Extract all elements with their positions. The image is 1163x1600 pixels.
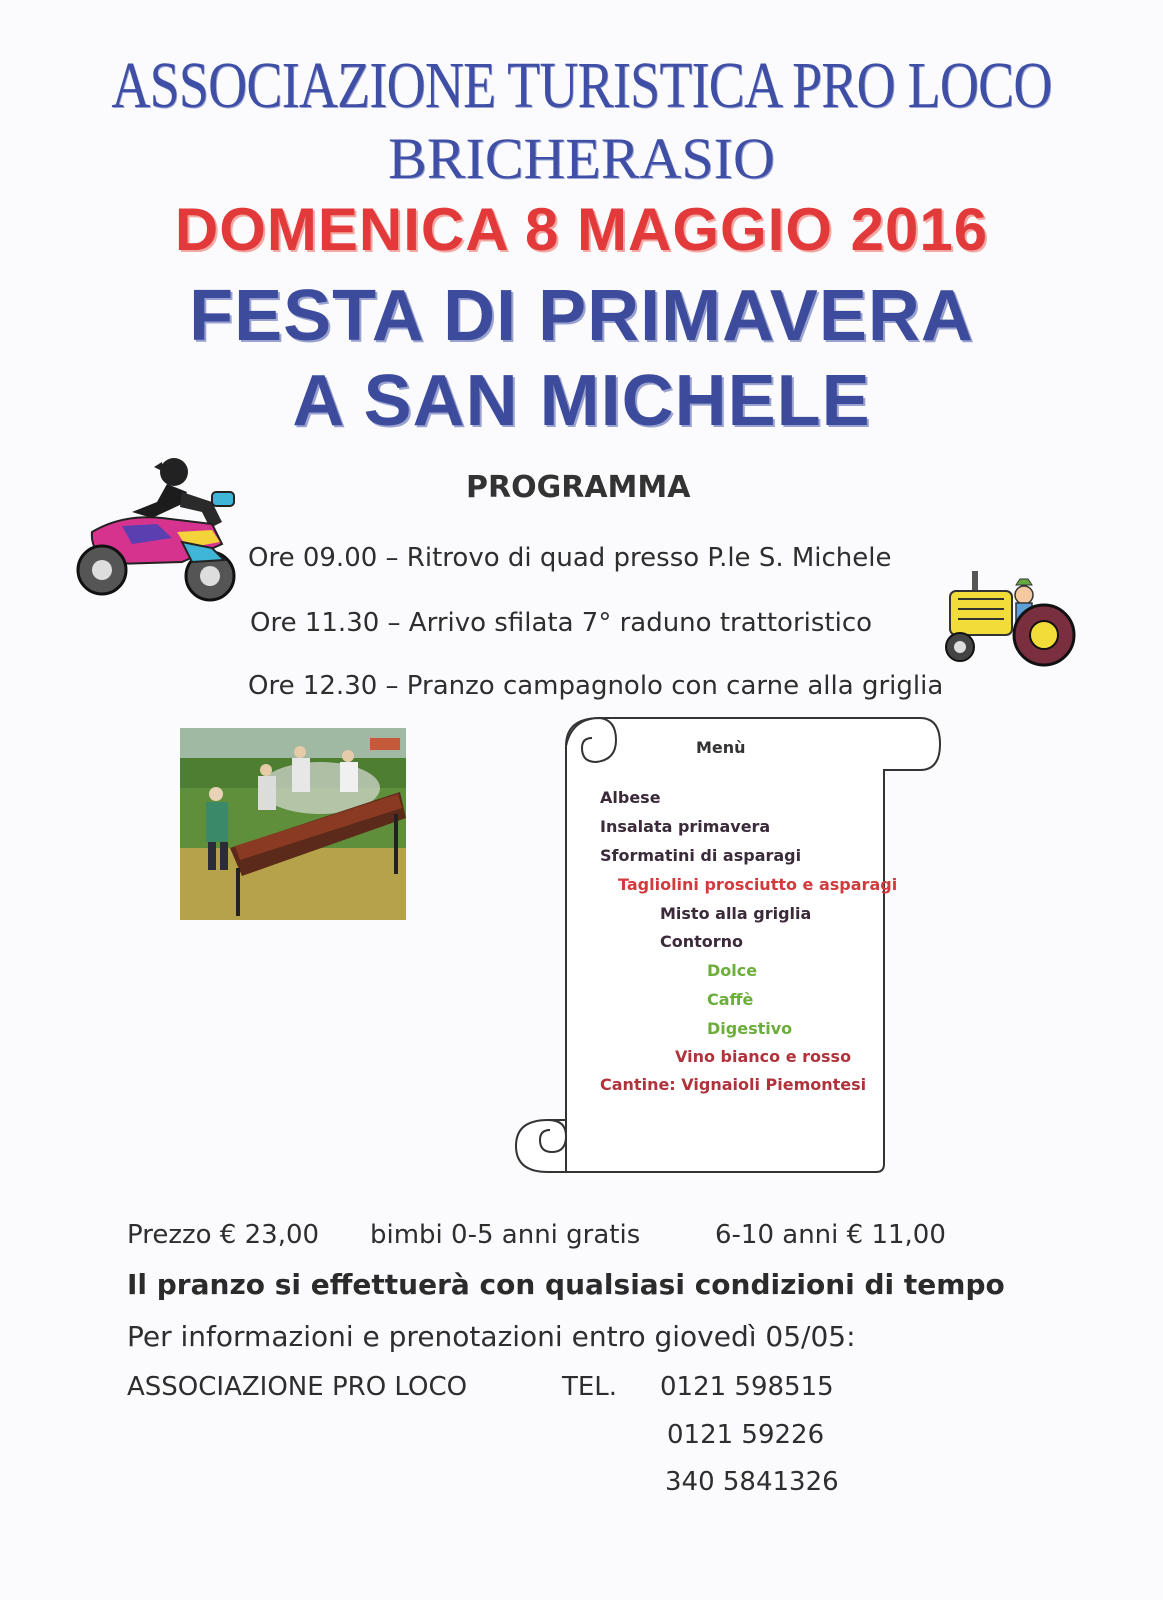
menu-item: Vino bianco e rosso [675,1047,852,1066]
event-title-line1: FESTA DI PRIMAVERA [189,276,974,356]
quad-icon [62,452,242,612]
menu-item: Dolce [707,961,758,980]
schedule-time: Ore 11.30 [250,608,380,638]
schedule-text: – Pranzo campagnolo con carne alla griglia [385,671,944,701]
weather-note: Il pranzo si effettuerà con qualsiasi condizioni di tempo [127,1268,1005,1301]
programma-heading: PROGRAMMA [466,470,691,505]
tel-label: TEL. [562,1372,618,1402]
event-title-line2: A SAN MICHELE [292,361,871,441]
schedule-time: Ore 09.00 [248,543,378,573]
schedule-time: Ore 12.30 [248,671,378,701]
menu-item: Cantine: Vignaioli Piemontesi [600,1075,867,1094]
schedule-item [250,608,872,638]
phone-number: 0121 598515 [660,1372,834,1402]
contact-name: ASSOCIAZIONE PRO LOCO [127,1372,468,1402]
schedule-item [248,671,943,701]
tractor-icon [932,565,1077,675]
menu-item: Contorno [660,932,744,951]
price-adult: Prezzo € 23,00 [127,1220,320,1250]
menu-item: Tagliolini prosciutto e asparagi [618,875,898,894]
menu-item: Albese [600,788,661,807]
schedule-text: – Ritrovo di quad presso P.le S. Michele [385,543,892,573]
menu-item: Sformatini di asparagi [600,846,802,865]
town-name: BRICHERASIO [388,126,775,191]
price-kids-free: bimbi 0-5 anni gratis [370,1220,641,1250]
menu-item: Insalata primavera [600,817,771,836]
association-title: ASSOCIAZIONE TURISTICA PRO LOCO [111,49,1052,122]
phone-number: 0121 59226 [667,1420,825,1450]
booking-note: Per informazioni e prenotazioni entro giovedì 05/05: [127,1320,856,1353]
menu-item: Caffè [707,990,754,1009]
menu-title: Menù [696,738,746,757]
phone-number: 340 5841326 [665,1467,839,1497]
schedule-item [248,543,892,573]
menu-item: Digestivo [707,1019,793,1038]
event-date: DOMENICA 8 MAGGIO 2016 [174,196,989,263]
schedule-text: – Arrivo sfilata 7° raduno trattoristico [387,608,873,638]
grill-photo [180,728,406,920]
menu-item: Misto alla griglia [660,904,812,923]
price-kids-reduced: 6-10 anni € 11,00 [715,1220,946,1250]
